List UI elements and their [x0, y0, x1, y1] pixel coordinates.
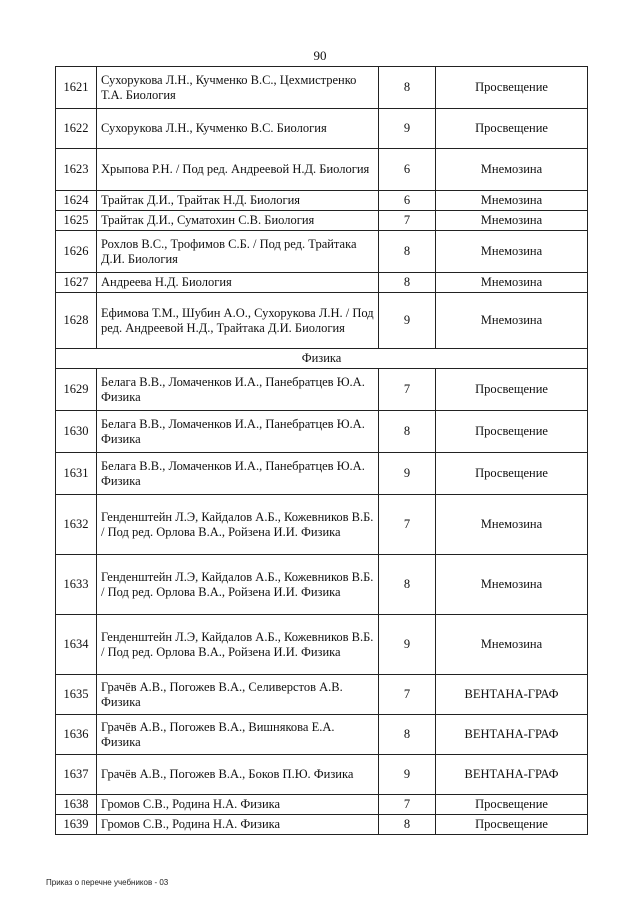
book-title: Грачёв А.В., Погожев В.А., Боков П.Ю. Физика	[97, 755, 379, 795]
book-title: Сухорукова Л.Н., Кучменко В.С. Биология	[97, 109, 379, 149]
grade-cell: 9	[379, 293, 436, 349]
row-number: 1637	[56, 755, 97, 795]
table-row	[56, 755, 588, 795]
publisher-cell: Просвещение	[436, 453, 588, 495]
table-row	[56, 191, 588, 211]
row-number: 1621	[56, 67, 97, 109]
publisher-cell: Мнемозина	[436, 211, 588, 231]
publisher-cell: Мнемозина	[436, 191, 588, 211]
table-row	[56, 715, 588, 755]
grade-cell: 7	[379, 369, 436, 411]
row-number: 1636	[56, 715, 97, 755]
grade-cell: 9	[379, 453, 436, 495]
grade-cell: 8	[379, 67, 436, 109]
page-number: 90	[313, 48, 327, 63]
physics-rows	[56, 369, 588, 835]
table-row	[56, 293, 588, 349]
book-title: Генденштейн Л.Э, Кайдалов А.Б., Кожевников В.Б. / Под ред. Орлова В.А., Ройзена И.И. Физика	[97, 495, 379, 555]
book-title: Ефимова Т.М., Шубин А.О., Сухорукова Л.Н. / Под ред. Андреевой Н.Д., Трайтака Д.И. Биология	[97, 293, 379, 349]
row-number: 1632	[56, 495, 97, 555]
publisher-cell: Мнемозина	[436, 555, 588, 615]
table-row	[56, 453, 588, 495]
publisher-cell: Мнемозина	[436, 495, 588, 555]
row-number: 1633	[56, 555, 97, 615]
book-title: Грачёв А.В., Погожев В.А., Селиверстов А.В. Физика	[97, 675, 379, 715]
grade-cell: 7	[379, 675, 436, 715]
table-row	[56, 109, 588, 149]
table-row	[56, 815, 588, 835]
publisher-cell: Просвещение	[436, 795, 588, 815]
grade-cell: 8	[379, 231, 436, 273]
table-row	[56, 211, 588, 231]
grade-cell: 9	[379, 109, 436, 149]
publisher-cell: Просвещение	[436, 369, 588, 411]
textbook-table	[55, 66, 588, 835]
section-title-physics: Физика	[56, 349, 588, 369]
grade-cell: 6	[379, 149, 436, 191]
row-number: 1626	[56, 231, 97, 273]
grade-cell: 9	[379, 615, 436, 675]
publisher-cell: Мнемозина	[436, 231, 588, 273]
book-title: Рохлов В.С., Трофимов С.Б. / Под ред. Трайтака Д.И. Биология	[97, 231, 379, 273]
grade-cell: 9	[379, 755, 436, 795]
book-title: Трайтак Д.И., Трайтак Н.Д. Биология	[97, 191, 379, 211]
publisher-cell: Мнемозина	[436, 149, 588, 191]
row-number: 1627	[56, 273, 97, 293]
publisher-cell: Просвещение	[436, 109, 588, 149]
publisher-cell: Просвещение	[436, 411, 588, 453]
grade-cell: 7	[379, 795, 436, 815]
grade-cell: 8	[379, 273, 436, 293]
publisher-cell: Мнемозина	[436, 293, 588, 349]
row-number: 1629	[56, 369, 97, 411]
row-number: 1638	[56, 795, 97, 815]
row-number: 1624	[56, 191, 97, 211]
row-number: 1631	[56, 453, 97, 495]
row-number: 1623	[56, 149, 97, 191]
publisher-cell: Просвещение	[436, 67, 588, 109]
table-row	[56, 67, 588, 109]
publisher-cell: Мнемозина	[436, 615, 588, 675]
row-number: 1628	[56, 293, 97, 349]
grade-cell: 7	[379, 495, 436, 555]
table-row	[56, 495, 588, 555]
grade-cell: 8	[379, 715, 436, 755]
publisher-cell: ВЕНТАНА-ГРАФ	[436, 755, 588, 795]
row-number: 1635	[56, 675, 97, 715]
grade-cell: 8	[379, 555, 436, 615]
physics-section	[56, 349, 588, 369]
book-title: Громов С.В., Родина Н.А. Физика	[97, 795, 379, 815]
book-title: Андреева Н.Д. Биология	[97, 273, 379, 293]
table-row	[56, 273, 588, 293]
grade-cell: 6	[379, 191, 436, 211]
book-title: Грачёв А.В., Погожев В.А., Вишнякова Е.А. Физика	[97, 715, 379, 755]
book-title: Белага В.В., Ломаченков И.А., Панебратцев Ю.А. Физика	[97, 369, 379, 411]
table-row	[56, 231, 588, 273]
section-header-row	[56, 349, 588, 369]
publisher-cell: Просвещение	[436, 815, 588, 835]
row-number: 1630	[56, 411, 97, 453]
grade-cell: 8	[379, 815, 436, 835]
table-row	[56, 149, 588, 191]
table-row	[56, 555, 588, 615]
book-title: Трайтак Д.И., Суматохин С.В. Биология	[97, 211, 379, 231]
footer-note: Приказ о перечне учебников - 03	[46, 878, 169, 887]
biology-rows	[56, 67, 588, 349]
table-row	[56, 615, 588, 675]
book-title: Громов С.В., Родина Н.А. Физика	[97, 815, 379, 835]
book-title: Генденштейн Л.Э, Кайдалов А.Б., Кожевников В.Б. / Под ред. Орлова В.А., Ройзена И.И. Физика	[97, 555, 379, 615]
grade-cell: 7	[379, 211, 436, 231]
book-title: Генденштейн Л.Э, Кайдалов А.Б., Кожевников В.Б. / Под ред. Орлова В.А., Ройзена И.И. Физика	[97, 615, 379, 675]
publisher-cell: Мнемозина	[436, 273, 588, 293]
table-row	[56, 369, 588, 411]
book-title: Белага В.В., Ломаченков И.А., Панебратцев Ю.А. Физика	[97, 453, 379, 495]
row-number: 1634	[56, 615, 97, 675]
table-row	[56, 795, 588, 815]
book-title: Сухорукова Л.Н., Кучменко В.С., Цехмистренко Т.А. Биология	[97, 67, 379, 109]
book-title: Белага В.В., Ломаченков И.А., Панебратцев Ю.А. Физика	[97, 411, 379, 453]
book-title: Хрыпова Р.Н. / Под ред. Андреевой Н.Д. Биология	[97, 149, 379, 191]
row-number: 1639	[56, 815, 97, 835]
publisher-cell: ВЕНТАНА-ГРАФ	[436, 675, 588, 715]
row-number: 1625	[56, 211, 97, 231]
row-number: 1622	[56, 109, 97, 149]
publisher-cell: ВЕНТАНА-ГРАФ	[436, 715, 588, 755]
grade-cell: 8	[379, 411, 436, 453]
table-row	[56, 411, 588, 453]
table-row	[56, 675, 588, 715]
